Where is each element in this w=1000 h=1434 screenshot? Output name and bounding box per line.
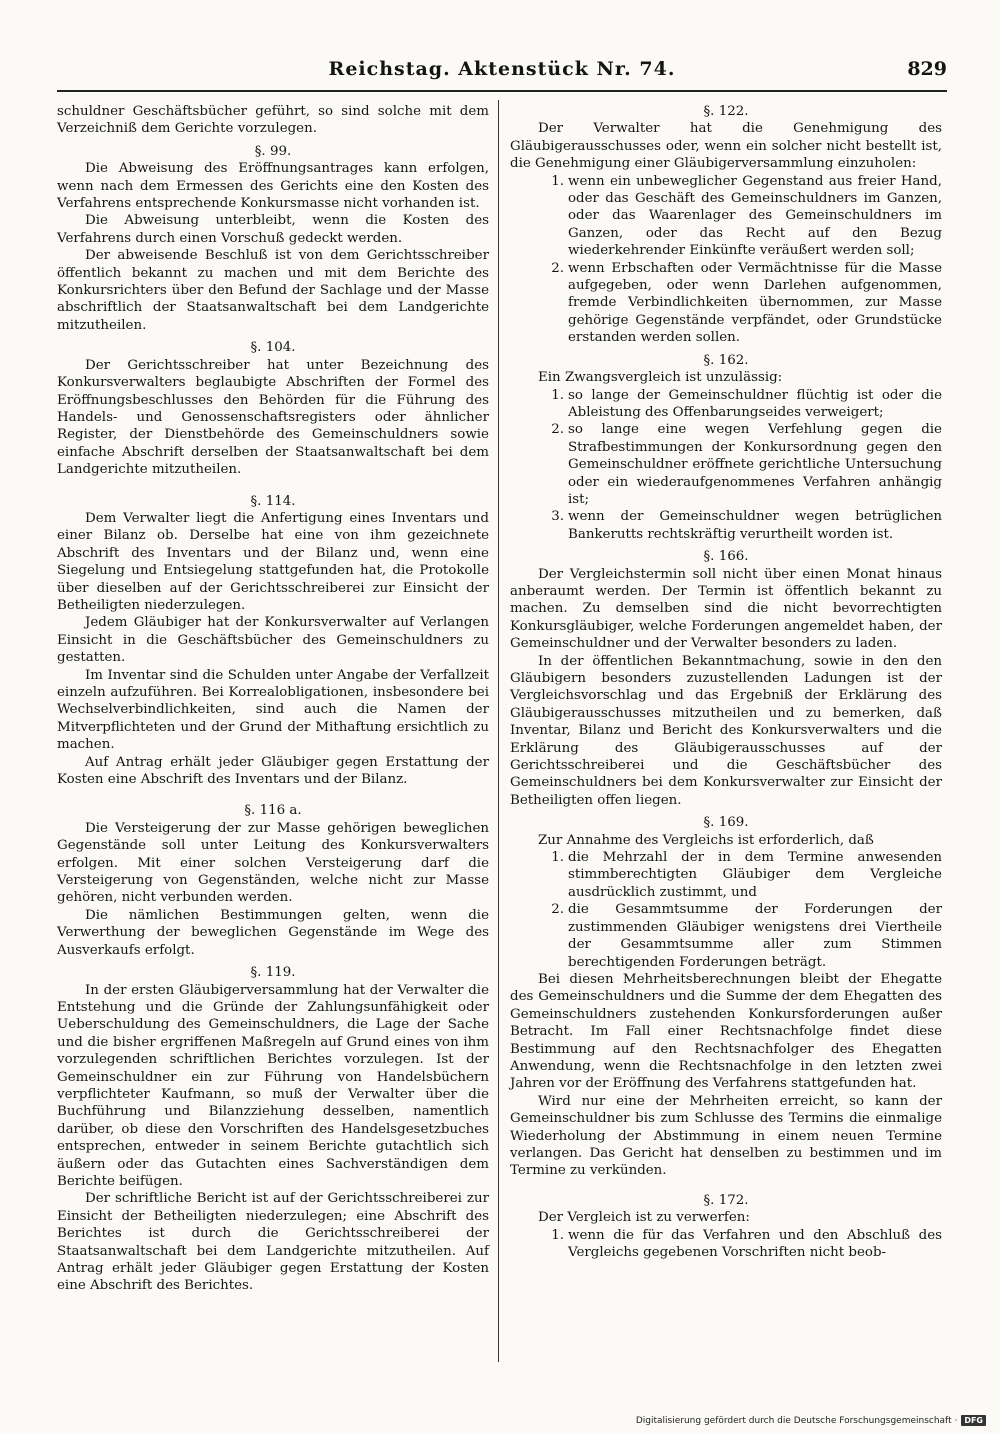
numbered-list	[510, 1227, 942, 1262]
paragraph: Wird nur eine der Mehrheiten erreicht, so kann der Gemeinschuldner bis zum Schlusse des Termins die einmalige Wiederholung der Abstimmung in einem neuen Termine verlangen. Das Gericht hat denselben zu bestimmen und im Termine zu verkünden.	[510, 1093, 942, 1179]
paragraph: In der öffentlichen Bekanntmachung, sowie in den den Gläubigern besonders zuzustellenden Ladungen ist der Vergleichsvorschlag und das Ergebniß der Erklärung des Gläubigerausschusses mitzutheilen und zu bemerken, daß Inventar, Bilanz und Bericht des Konkursverwalters und die Erklärung des Gläubigerausschusses auf der Gerichtsschreiberei und die Geschäftsbücher des Gemeinschuldners bei dem Konkursverwalter zur Einsicht der Betheiligten offen liegen.	[510, 653, 942, 808]
list-text: wenn Erbschaften oder Vermächtnisse für die Masse aufgegeben, oder wenn Darlehen aufgenommen, fremde Verbindlichkeiten übernommen, zur Masse gehörige Gegenstände verpfändet, oder Grundstücke erstanden werden sollen.	[568, 260, 942, 346]
section-heading-114: §. 114.	[250, 493, 296, 509]
running-title: Reichstag. Aktenstück Nr. 74.	[328, 58, 676, 80]
list-number: 3.	[551, 509, 564, 525]
section-heading-169: §. 169.	[703, 815, 749, 831]
paragraph: Bei diesen Mehrheitsberechnungen bleibt der Ehegatte des Gemeinschuldners und die Summe der dem Ehegatten des Gemeinschuldners zustehenden Konkursforderungen außer Betracht. Im Fall einer Rechtsnachfolge findet diese Bestimmung auf den Rechtsnachfolger des Ehegatten Anwendung, wenn die Rechtsnachfolge in den letzten zwei Jahren vor der Eröffnung des Verfahrens stattgefunden hat.	[510, 971, 942, 1092]
list-item	[510, 260, 942, 347]
page-header	[57, 56, 947, 92]
credit-text: Digitalisierung gefördert durch die Deutsche Forschungsgemeinschaft ·	[635, 1415, 958, 1426]
paragraph: Der Vergleichstermin soll nicht über einen Monat hinaus anberaumt werden. Der Termin ist öffentlich bekannt zu machen. Zu demselben sind die nicht bevorrechtigten Konkursgläubiger, welche Forderungen angemeldet haben, der Gemeinschuldner und der Verwalter besonders zu laden.	[510, 566, 942, 652]
list-item	[510, 849, 942, 901]
dfg-logo: DFG	[961, 1415, 986, 1426]
page-number: 829	[907, 58, 947, 80]
list-number: 2.	[551, 260, 564, 276]
paragraph: Der Vergleich ist zu verwerfen:	[538, 1210, 750, 1226]
list-text: so lange der Gemeinschuldner flüchtig ist oder die Ableistung des Offenbarungseides verweigert;	[568, 387, 942, 420]
paragraph: Dem Verwalter liegt die Anfertigung eines Inventars und einer Bilanz ob. Derselbe hat eine von ihm gezeichnete Abschrift des Inventars und der Bilanz und, wenn eine Siegelung und Entsiegelung stattgefunden hat, die Protokolle über dieselben auf der Gerichtsschreiberei zur Einsicht der Betheiligten niederzulegen.	[57, 510, 489, 613]
list-text: so lange eine wegen Verfehlung gegen die Strafbestimmungen der Konkursordnung gegen den Gemeinschuldner eröffnete gerichtliche Untersuchung oder ein wiederaufgenommenes Verfahren anhängig ist;	[568, 422, 942, 507]
section-heading-122: §. 122.	[703, 104, 749, 119]
list-item	[510, 387, 942, 422]
section-heading-172: §. 172.	[703, 1192, 749, 1208]
paragraph: Die Versteigerung der zur Masse gehörigen beweglichen Gegenstände soll unter Leitung des Konkursverwalters erfolgen. Mit einer solchen Versteigerung darf die Versteigerung von Gegenständen, welche nicht zur Masse gehören, nicht verbunden werden.	[57, 820, 489, 906]
list-text: wenn ein unbeweglicher Gegenstand aus freier Hand, oder das Geschäft des Gemeinschuldners im Ganzen, oder das Waarenlager des Gemeinschuldners im Ganzen, oder das Recht auf den Bezug wiederkehrender Einkünfte veräußert werden soll;	[568, 173, 942, 259]
section-heading-116a: §. 116 a.	[244, 803, 302, 819]
paragraph: Die Abweisung des Eröffnungsantrages kann erfolgen, wenn nach dem Ermessen des Gerichts eine den Kosten des Verfahrens entsprechende Konkursmasse nicht vorhanden ist.	[57, 161, 489, 212]
list-item	[510, 508, 942, 543]
paragraph: Der Verwalter hat die Genehmigung des Gläubigerausschusses oder, wenn ein solcher nicht bestellt ist, die Genehmigung einer Gläubigerversammlung einzuholen:	[510, 121, 942, 172]
numbered-list	[510, 387, 942, 544]
paragraph: In der ersten Gläubigerversammlung hat der Verwalter die Entstehung und die Gründe der Zahlungsunfähigkeit oder Ueberschuldung des Gemeinschuldners, die Lage der Sache und die bisher ergriffenen Maßregeln auf Grund eines von ihm vorzulegenden schriftlichen Berichtes vorzulegen. Ist der Gemeinschuldner ein zur Führung von Handelsbüchern verpflichteter Kaufmann, so muß der Verwalter über die Buchführung und Bilanzziehung desselben, namentlich darüber, ob diese den Vorschriften des Handelsgesetzbuches entsprechen, entweder in seinem Berichte gutachtlich sich äußern oder das Gutachten eines Sachverständigen dem Berichte beifügen.	[57, 982, 489, 1189]
list-text: wenn der Gemeinschuldner wegen betrüglichen Bankerutts rechtskräftig verurtheilt worden ist.	[568, 509, 942, 542]
paragraph: Der schriftliche Bericht ist auf der Gerichtsschreiberei zur Einsicht der Betheiligten niederzulegen; eine Abschrift des Berichtes ist durch die Gerichtsschreiberei der Staatsanwaltschaft bei dem Landgerichte mitzutheilen. Auf Antrag erhält jeder Gläubiger gegen Erstattung der Kosten eine Abschrift des Berichtes.	[57, 1191, 489, 1294]
numbered-list	[510, 173, 942, 347]
section-heading-99: §. 99.	[254, 143, 292, 159]
list-number: 1.	[551, 173, 564, 189]
paragraph: Zur Annahme des Vergleichs ist erforderlich, daß	[538, 832, 874, 848]
paragraph: Die nämlichen Bestimmungen gelten, wenn die Verwerthung der beweglichen Gegenstände im Wege des Ausverkaufs erfolgt.	[57, 907, 489, 958]
list-text: wenn die für das Verfahren und den Abschluß des Vergleichs gegebenen Vorschriften nicht beob-	[568, 1227, 942, 1260]
list-number: 1.	[551, 850, 564, 866]
list-number: 1.	[551, 387, 564, 403]
section-heading-162: §. 162.	[703, 352, 749, 368]
column-divider	[498, 100, 499, 1362]
list-item	[510, 421, 942, 508]
list-number: 2.	[551, 422, 564, 438]
paragraph: Der Gerichtsschreiber hat unter Bezeichnung des Konkursverwalters beglaubigte Abschriften der Formel des Eröffnungsbeschlusses den Behörden für die Führung des Handels- und Genossenschaftsregisters oder ähnlicher Register, der Dienstbehörde des Gemeinschuldners sowie einfache Abschrift derselben der Staatsanwaltschaft bei dem Landgerichte mitzutheilen.	[57, 357, 489, 478]
section-heading-104: §. 104.	[250, 340, 296, 356]
list-text: die Gesammtsumme der Forderungen der zustimmenden Gläubiger wenigstens drei Viertheile der Gesammtsumme aller zum Stimmen berechtigenden Forderungen beträgt.	[568, 902, 942, 970]
section-heading-166: §. 166.	[703, 549, 749, 565]
list-text: die Mehrzahl der in dem Termine anwesenden stimmberechtigten Gläubiger dem Vergleiche ausdrücklich zustimmt, und	[568, 850, 942, 900]
continuation-paragraph: schuldner Geschäftsbücher geführt, so sind solche mit dem Verzeichniß dem Gerichte vorzulegen.	[57, 104, 489, 137]
numbered-list	[510, 849, 942, 971]
list-item	[510, 173, 942, 260]
paragraph: Der abweisende Beschluß ist von dem Gerichtsschreiber öffentlich bekannt zu machen und mit dem Berichte des Konkursrichters über den Befund der Sachlage und der Masse abschriftlich der Staatsanwaltschaft bei dem Landgerichte mitzutheilen.	[57, 248, 489, 333]
paragraph: Die Abweisung unterbleibt, wenn die Kosten des Verfahrens durch einen Vorschuß gedeckt werden.	[57, 213, 489, 246]
list-number: 1.	[551, 1227, 564, 1243]
paragraph: Ein Zwangsvergleich ist unzulässig:	[538, 370, 783, 386]
paragraph: Auf Antrag erhält jeder Gläubiger gegen Erstattung der Kosten eine Abschrift des Inventars und der Bilanz.	[57, 754, 489, 788]
list-item	[510, 1227, 942, 1262]
section-heading-119: §. 119.	[250, 965, 296, 981]
digitization-credit	[636, 1415, 986, 1426]
left-column	[57, 103, 489, 1295]
list-number: 2.	[551, 902, 564, 918]
list-item	[510, 901, 942, 971]
right-column	[510, 103, 942, 1261]
paragraph: Im Inventar sind die Schulden unter Angabe der Verfallzeit einzeln aufzuführen. Bei Korrealobligationen, insbesondere bei Wechselverbindlichkeiten, sind auch die Namen der Mitverpflichteten und der Grund der Mithaftung ersichtlich zu machen.	[57, 667, 489, 753]
paragraph: Jedem Gläubiger hat der Konkursverwalter auf Verlangen Einsicht in die Geschäftsbücher des Gemeinschuldners zu gestatten.	[57, 615, 489, 666]
